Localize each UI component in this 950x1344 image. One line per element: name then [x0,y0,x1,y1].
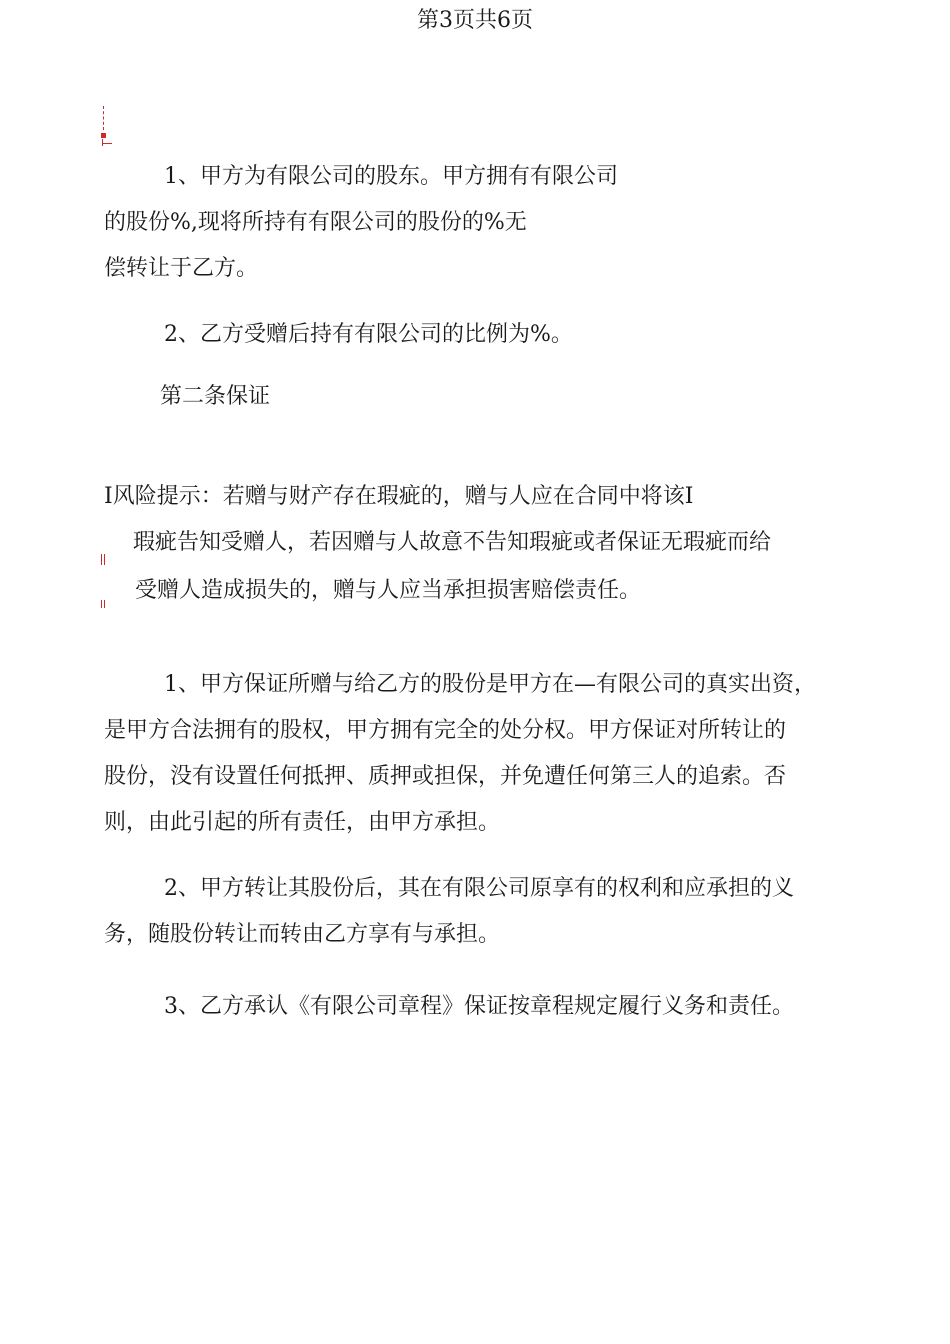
article2-p1-line3: 股份，没有设置任何抵押、质押或担保，并免遭任何第三人的追索。否 [104,764,787,789]
revision-mark-dashed [103,106,106,130]
article2-p1-line1: 1、甲方保证所赠与给乙方的股份是甲方在—有限公司的真实出资， [164,672,816,697]
article2-p3: 3、乙方承认《有限公司章程》保证按章程规定履行义务和责任。 [164,994,794,1019]
article2-heading: 第二条保证 [160,384,271,409]
article1-p1-line2: 的股份%,现将所持有有限公司的股份的%无 [104,210,527,235]
article1-p2: 2、乙方受赠后持有有限公司的比例为%。 [164,322,573,347]
article1-p1-line1: 1、甲方为有限公司的股东。甲方拥有有限公司 [164,164,618,189]
revision-mark-corner-h [102,143,112,144]
article2-p1-line2: 是甲方合法拥有的股权，甲方拥有完全的处分权。甲方保证对所转让的 [104,718,787,743]
article2-p1-line4: 则，由此引起的所有责任，由甲方承担。 [104,810,501,835]
risk-tip-line1: I风险提示：若赠与财产存在瑕疵的，赠与人应在合同中将该I [104,484,694,509]
revision-mark-tick-1a [101,554,102,565]
revision-mark-tick-2b [104,600,105,608]
article2-p2-line1: 2、甲方转让其股份后，其在有限公司原享有的权利和应承担的义 [164,876,794,901]
revision-mark-square [101,133,106,138]
revision-mark-tick-1b [104,554,105,565]
page-indicator: 第3页共6页 [417,8,533,33]
risk-tip-line2: 瑕疵告知受赠人，若因赠与人故意不告知瑕疵或者保证无瑕疵而给 [133,530,772,555]
risk-tip-line3: 受赠人造成损失的，赠与人应当承担损害赔偿责任。 [135,578,642,603]
article1-p1-line3: 偿转让于乙方。 [104,256,259,281]
article2-p2-line2: 务，随股份转让而转由乙方享有与承担。 [104,922,501,947]
revision-mark-tick-2a [101,600,102,608]
